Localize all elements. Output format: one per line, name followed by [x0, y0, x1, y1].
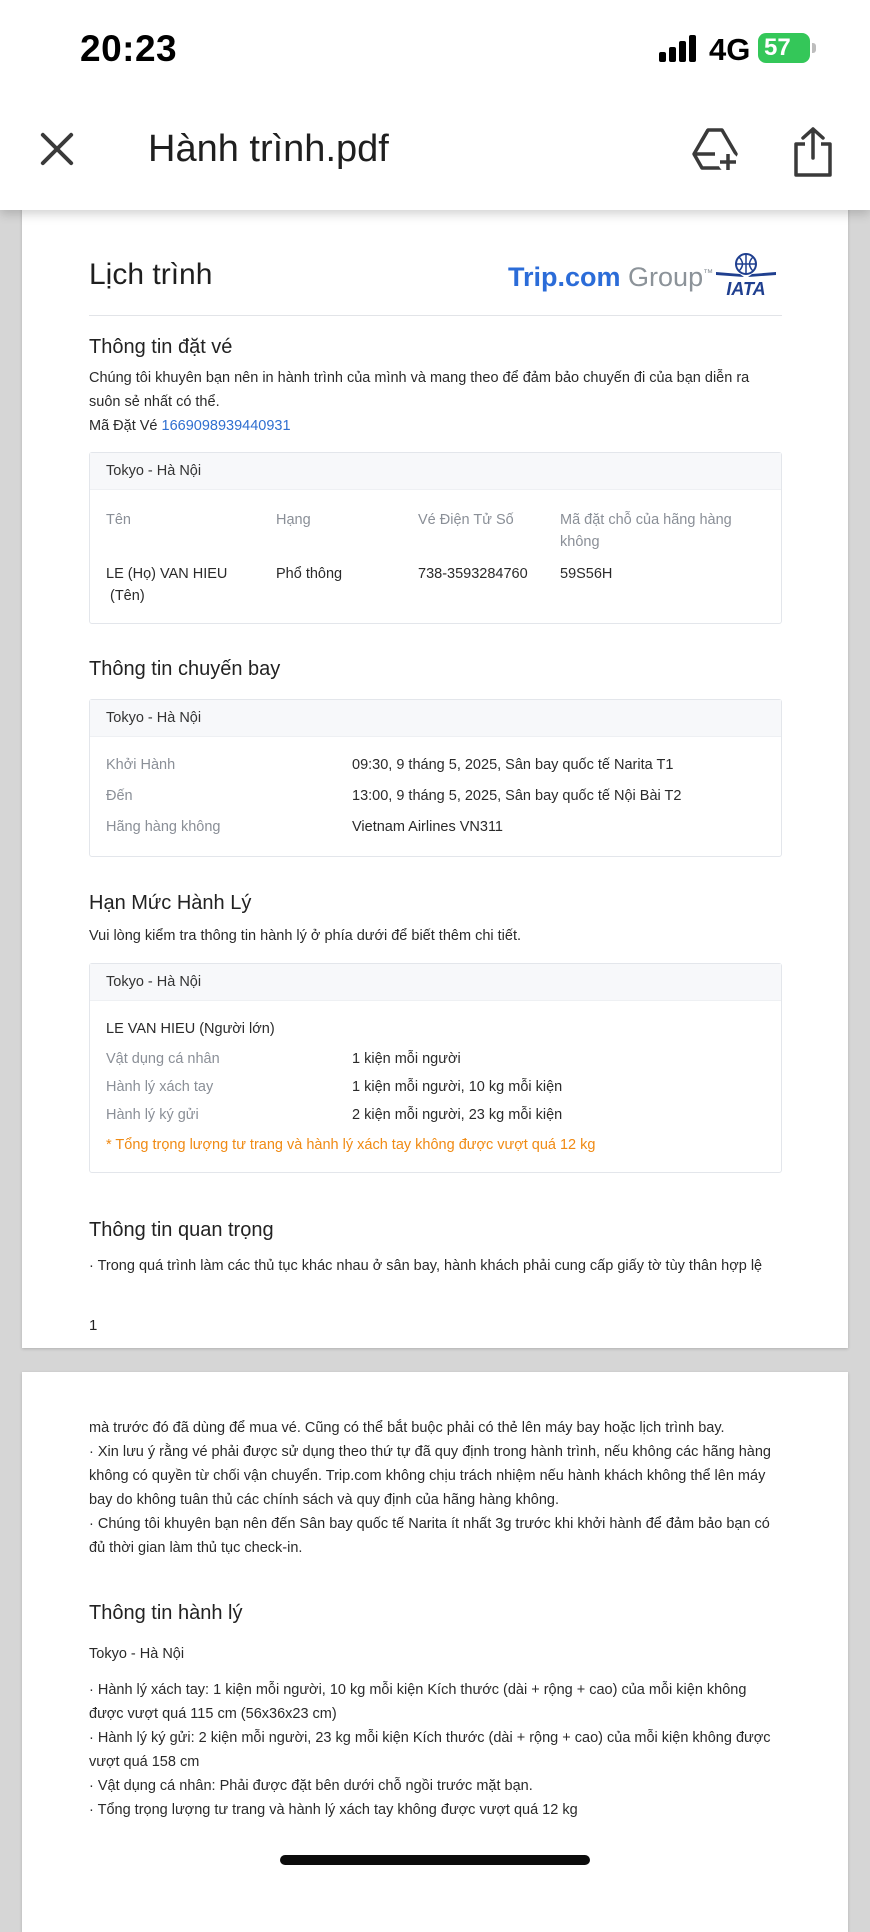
col-ticket: Vé Điện Tử Số: [418, 512, 514, 528]
booking-code: 1669098939440931: [161, 418, 291, 434]
share-icon[interactable]: [790, 126, 836, 178]
baggage-passenger: LE VAN HIEU (Người lớn): [106, 1021, 275, 1037]
departure-value: 09:30, 9 tháng 5, 2025, Sân bay quốc tế Narita T1: [352, 757, 674, 773]
important-line: · Trong quá trình làm các thủ tục khác nhau ở sân bay, hành khách phải cung cấp giấy tờ tùy thân hợp lệ: [89, 1258, 763, 1274]
home-indicator[interactable]: [280, 1855, 590, 1865]
important-heading: Thông tin quan trọng: [89, 1219, 274, 1241]
carry-on-value: 1 kiện mỗi người, 10 kg mỗi kiện: [352, 1079, 563, 1095]
flight-card: [89, 699, 782, 857]
booking-intro: Chúng tôi khuyên bạn nên in hành trình của mình và mang theo để đảm bảo chuyến đi của bạn diễn ra suôn sẻ nhất có thể. Mã Đặt Vé 1669098939440931: [89, 370, 750, 434]
flight-heading: Thông tin chuyến bay: [89, 658, 281, 680]
pdf-page-2: [22, 1372, 848, 1932]
status-time: 20:23: [80, 28, 178, 69]
baggage-card: [89, 963, 782, 1173]
page-number: 1: [89, 1317, 98, 1334]
battery-tip: [812, 43, 816, 53]
passenger-name: LE (Họ) VAN HIEU (Tên): [106, 566, 228, 604]
baggage-info-heading: Thông tin hành lý: [89, 1602, 243, 1624]
col-pnr: Mã đặt chỗ của hãng hàng không: [560, 512, 732, 550]
battery-level: 57: [764, 34, 791, 61]
network-label: 4G: [709, 32, 751, 67]
airline-label: Hãng hàng không: [106, 819, 221, 835]
card-route: Tokyo - Hà Nội: [90, 700, 781, 737]
checked-value: 2 kiện mỗi người, 23 kg mỗi kiện: [352, 1107, 563, 1123]
add-to-drive-icon[interactable]: [690, 126, 740, 174]
baggage-info-lines: · Hành lý xách tay: 1 kiện mỗi người, 10 kg mỗi kiện Kích thước (dài + rộng + cao) của mỗi kiện không được vượt quá 115 cm (56x36x23 cm) · Hành lý ký gửi: 2 kiện mỗi người, 23 kg mỗi kiện Kích thước (dài + rộng + cao) của mỗi kiện không được vượt quá 158 cm · Vật dụng cá nhân: Phải được đặt bên dưới chỗ ngồi trước mặt bạn. · Tổng trọng lượng tư trang và hành lý xách tay không được vượt quá 12 kg: [89, 1682, 771, 1818]
airline-value: Vietnam Airlines VN311: [352, 819, 503, 835]
passenger-class: Phổ thông: [276, 566, 343, 582]
baggage-intro: Vui lòng kiểm tra thông tin hành lý ở phía dưới để biết thêm chi tiết.: [89, 928, 522, 944]
airline-pnr: 59S56H: [560, 566, 613, 582]
pdf-page-1: [22, 190, 848, 1348]
col-class: Hạng: [276, 512, 311, 528]
baggage-heading: Hạn Mức Hành Lý: [89, 892, 252, 914]
card-route: Tokyo - Hà Nội: [90, 453, 781, 490]
header-divider: [89, 315, 782, 316]
passenger-card: [89, 452, 782, 624]
arrival-value: 13:00, 9 tháng 5, 2025, Sân bay quốc tế Nội Bài T2: [352, 788, 682, 804]
tripcom-logo: Trip.com Group™: [508, 262, 714, 292]
svg-text:IATA: IATA: [726, 279, 766, 298]
card-route: Tokyo - Hà Nội: [90, 964, 781, 1001]
iata-logo: [714, 252, 778, 298]
important-continued: mà trước đó đã dùng để mua vé. Cũng có thể bắt buộc phải có thẻ lên máy bay hoặc lịch trình bay. · Xin lưu ý rằng vé phải được sử dụng theo thứ tự đã quy định trong hành trình, nếu không các hãng hàng không có quyền từ chối vận chuyển. Trip.com không chịu trách nhiệm nếu hành khách không thể lên máy bay do không tuân thủ các chính sách và quy định của hãng hàng không. · Chúng tôi khuyên bạn nên đến Sân bay quốc tế Narita ít nhất 3g trước khi khởi hành để đảm bảo bạn có đủ thời gian làm thủ tục check-in.: [89, 1420, 771, 1556]
weight-note: * Tổng trọng lượng tư trang và hành lý xách tay không được vượt quá 12 kg: [106, 1137, 596, 1153]
itinerary-title: Lịch trình: [89, 258, 213, 291]
arrival-label: Đến: [106, 788, 133, 804]
personal-item-label: Vật dụng cá nhân: [106, 1051, 220, 1067]
booking-heading: Thông tin đặt vé: [89, 336, 233, 358]
ticket-number: 738-3593284760: [418, 566, 528, 582]
personal-item-value: 1 kiện mỗi người: [352, 1051, 461, 1067]
col-name: Tên: [106, 512, 131, 528]
departure-label: Khởi Hành: [106, 757, 176, 773]
baggage-info-route: Tokyo - Hà Nội: [89, 1646, 185, 1662]
close-icon[interactable]: [38, 130, 76, 168]
carry-on-label: Hành lý xách tay: [106, 1079, 214, 1095]
battery-icon: [758, 33, 810, 63]
signal-icon: [659, 34, 699, 62]
app-header: [0, 0, 870, 210]
document-title: Hành trình.pdf: [148, 128, 389, 170]
checked-label: Hành lý ký gửi: [106, 1107, 199, 1123]
